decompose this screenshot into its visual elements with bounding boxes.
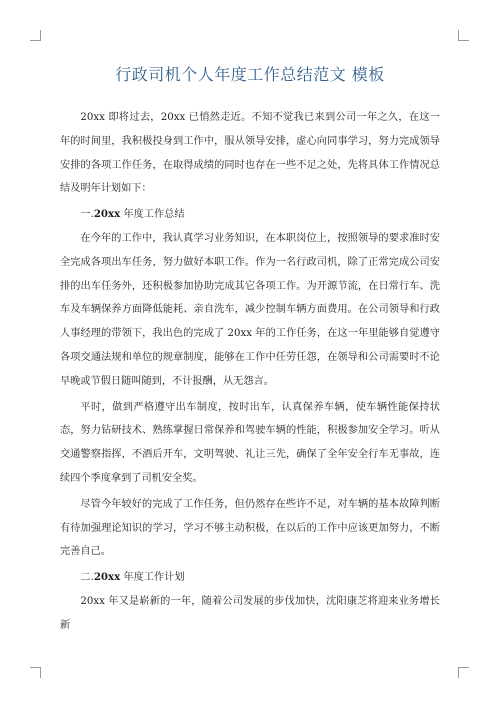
crop-mark-top-right — [458, 30, 469, 41]
section-year: 20xx — [93, 208, 121, 221]
body-paragraph: 尽管今年较好的完成了工作任务，但仍然存在些许不足，对车辆的基本故障判断有待加强理论知识的学习，学习不够主动积极，在以后的工作中应该更加努力，不断完善自己。 — [60, 498, 440, 558]
crop-mark-bottom-right — [458, 667, 469, 678]
document-title: 行政司机个人年度工作总结范文 模板 — [115, 65, 385, 84]
crop-mark-bottom-left — [30, 667, 41, 678]
body-paragraph: 平时，做到严格遵守出车制度，按时出车，认真保养车辆，使车辆性能保持状态，努力钻研技术、熟练掌握日常保养和驾驶车辆的性能，积极参加安全学习。听从交通警察指挥，不酒后开车，文明驾驶、礼让三先，确保了全年安全行车无事故，连续四个季度拿到了司机安全奖。 — [60, 401, 440, 484]
body-paragraph: 20xx 年又是崭新的一年，随着公司发展的步伐加快，沈阳康芝将迎来业务增长新 — [60, 595, 440, 631]
section-number: 一. — [80, 209, 94, 221]
body-paragraph: 在今年的工作中，我认真学习业务知识，在本职岗位上，按照领导的要求准时安全完成各项出车任务，努力做好本职工作。作为一名行政司机，除了正常完成公司安排的出车任务外，还积极参加协助完成其它各项工作。为开源节流，在日常行车、洗车及车辆保养方面降低能耗、亲自洗车，减少控制车辆方面费用。在公司领导和行政人事经理的带领下，我出色的完成了 20xx 年的工作任务，在这一年里能够自觉遵守各项交通法规和单位的规章制度，能够在工作中任劳任怨，在领导和公司需要时不论早晚或节假日随叫随到，不计报酬，从无怨言。 — [60, 232, 440, 387]
section-heading-text: 年度工作总结 — [120, 209, 185, 221]
crop-mark-top-left — [30, 30, 41, 41]
section-year: 20xx — [93, 571, 121, 584]
document-body — [60, 106, 440, 638]
intro-paragraph: 20xx 即将过去，20xx 已悄然走近。不知不觉我已来到公司一年之久，在这一年的时间里，我积极投身到工作中，服从领导安排，虚心向同事学习，努力完成领导安排的各项工作任务，在取得成绩的同时也存在一些不足之处，先将具体工作情况总结及明年计划如下： — [60, 112, 440, 195]
section-heading-plan — [60, 566, 440, 590]
section-heading-text: 年度工作计划 — [120, 572, 185, 584]
section-heading-summary — [60, 203, 440, 227]
section-number: 二. — [80, 572, 94, 584]
